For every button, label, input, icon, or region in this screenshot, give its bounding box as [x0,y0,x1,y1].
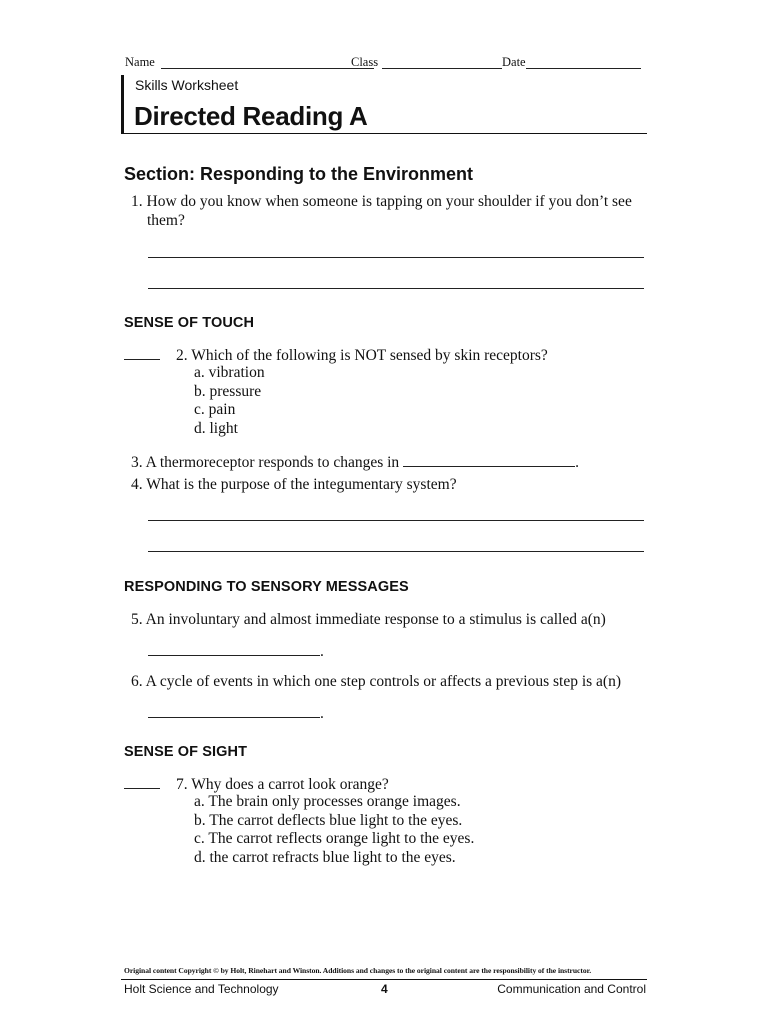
heading-responding: RESPONDING TO SENSORY MESSAGES [124,579,409,595]
question-number: 4. [131,476,143,493]
q6-answer [148,703,324,723]
answer-line[interactable] [148,551,644,552]
page-title: Directed Reading A [134,101,368,131]
answer-blank[interactable] [124,359,160,360]
question-end: . [320,705,324,722]
question-text: Why does a carrot look orange? [191,776,389,793]
class-field[interactable] [382,68,502,69]
footer-left: Holt Science and Technology [124,982,279,996]
question-number: 6. [131,673,143,690]
question-5 [131,610,606,629]
question-text: How do you know when someone is tapping on your shoulder if you don’t see [146,193,632,210]
option-c: c. The carrot reflects orange light to the eyes. [194,830,475,848]
question-text: Which of the following is NOT sensed by skin receptors? [191,347,548,364]
title-bar-left [121,75,124,134]
question-text: A cycle of events in which one step controls or affects a previous step is a(n) [145,673,621,690]
question-7 [176,775,389,794]
option-a: a. vibration [194,364,265,381]
q5-answer [148,641,324,661]
question-1 [131,192,651,211]
name-label: Name [125,55,155,69]
answer-blank[interactable] [124,788,160,789]
question-number: 2. [176,347,188,364]
heading-sense-of-sight: SENSE OF SIGHT [124,744,248,760]
question-6 [131,672,621,691]
question-1-continued: them? [147,212,185,229]
heading-sense-of-touch: SENSE OF TOUCH [124,315,255,331]
question-number: 5. [131,611,143,628]
copyright-notice: Original content Copyright © by Holt, Rinehart and Winston. Additions and changes to the original content are the responsibility of the instructor. [124,966,592,975]
question-end: . [575,454,579,471]
answer-line[interactable] [148,257,644,258]
q2-options [194,364,265,438]
question-number: 3. [131,454,143,471]
section-title: Section: Responding to the Environment [124,164,474,184]
question-2 [176,346,548,365]
option-c: c. pain [194,401,236,419]
title-bar-bottom [121,133,647,134]
name-field[interactable] [161,68,374,69]
fill-in-blank[interactable] [403,452,575,467]
option-b: b. The carrot deflects blue light to the eyes. [194,811,463,829]
question-3 [131,452,579,472]
question-number: 7. [176,776,188,793]
student-info-row [125,54,645,72]
question-text: What is the purpose of the integumentary system? [146,476,457,493]
question-text: An involuntary and almost immediate response to a stimulus is called a(n) [145,611,606,628]
question-text: A thermoreceptor responds to changes in [145,454,400,471]
worksheet-type: Skills Worksheet [135,77,239,93]
answer-line[interactable] [148,288,644,289]
page-number: 4 [381,982,388,996]
answer-line[interactable] [148,520,644,521]
date-field[interactable] [526,68,641,69]
option-a: a. The brain only processes orange images. [194,793,461,810]
question-number: 1. [131,193,143,210]
question-4 [131,475,457,494]
date-label: Date [502,55,526,69]
footer-rule [121,979,647,980]
fill-in-blank[interactable] [148,703,320,718]
question-end: . [320,643,324,660]
footer-right: Communication and Control [497,982,646,996]
fill-in-blank[interactable] [148,641,320,656]
class-label: Class [351,55,379,69]
q7-options [194,793,474,867]
option-d: d. the carrot refracts blue light to the eyes. [194,848,456,866]
option-d: d. light [194,419,238,437]
option-b: b. pressure [194,382,262,400]
